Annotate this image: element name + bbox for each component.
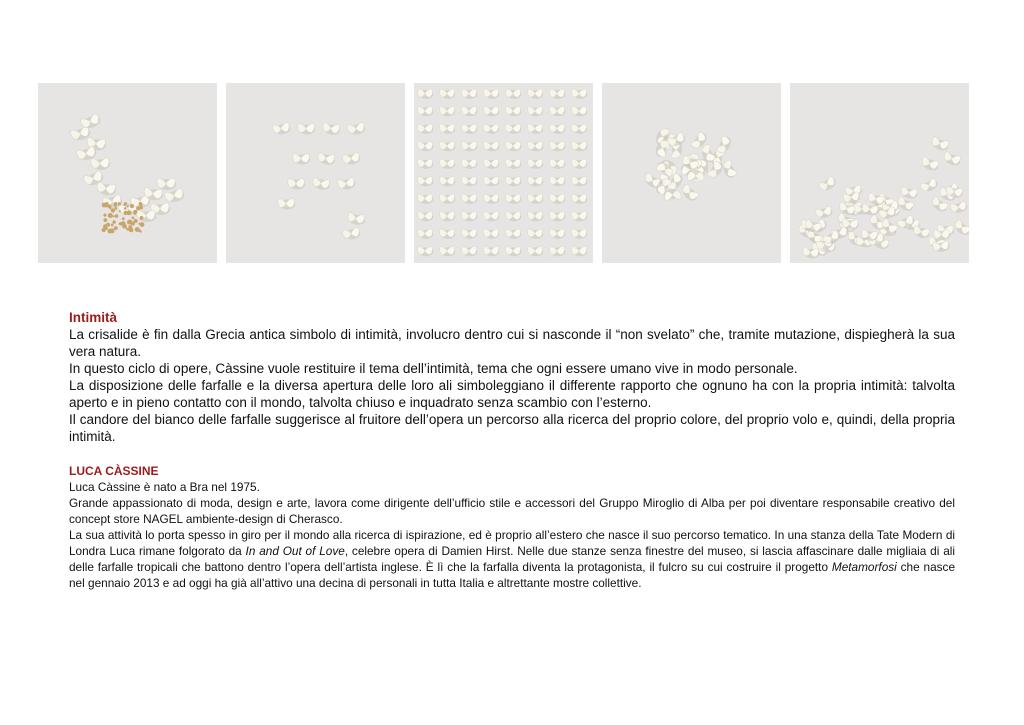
butterfly-shape [933,230,950,241]
photo-butterflies-rows [226,83,405,263]
bio-text: La sua attività lo porta spesso in giro per il mondo alla ricerca di ispirazione, ed è proprio all’estero che nasce il suo percorso tematico. In una stanza della Tate Modern di Londra Luca rimane folgorato da [69,528,955,558]
butterfly-shape [293,154,311,165]
butterfly-shape [550,194,566,204]
butterfly-shape [550,89,566,99]
crumb-shape [111,223,114,226]
bio-paragraph [69,527,955,591]
butterflies-rows-image [226,83,405,263]
butterfly-shape [920,156,940,172]
crumb-shape [114,204,117,207]
butterfly-shape [418,124,434,134]
bio-text: che nasce nel gennaio 2013 e ad oggi ha già all’attivo una decina di personali in tutta Italia e altrettante mostre collettive. [69,560,956,590]
butterfly-shape [347,212,366,226]
butterfly-shape [91,158,111,171]
butterfly-shape [418,89,434,99]
crumb-shape [138,229,141,232]
bio-text: , celebre opera di Damien Hirst. Nelle due stanze senza finestre del museo, si lascia affascinare dalle migliaia di ali delle farfalle tropicali che battono dentro l’opera dell’artista inglese. È lì che la farfalla diventa la protagonista, il fulcro su cui costruire il progetto [69,544,955,574]
butterfly-shape [528,142,544,152]
crumb-shape [127,205,129,207]
crumb-shape [140,206,143,209]
butterfly-shape [288,179,306,190]
butterfly-shape [528,194,544,204]
butterfly-shape [462,177,478,187]
butterfly-shape [550,177,566,187]
photo-gallery [38,83,964,263]
butterfly-shape [462,89,478,99]
crumb-shape [108,224,110,226]
crumb-shape [130,204,134,208]
butterflies-branch-image [38,83,217,263]
photo-butterflies-cluster [602,83,781,263]
paragraph: La crisalide è fin dalla Grecia antica simbolo di intimità, involucro dentro cui si nasconde il “non svelato” che, tramite mutazione, dispiegherà la sua vera natura. [69,327,955,359]
butterfly-shape [484,229,500,239]
butterfly-shape [418,107,434,117]
butterfly-shape [484,159,500,169]
butterfly-shape [506,212,522,222]
butterfly-shape [572,89,588,99]
butterfly-shape [506,194,522,204]
butterfly-shape [716,135,733,155]
butterfly-shape [550,159,566,169]
crumb-shape [127,211,131,215]
butterfly-shape [440,212,456,222]
butterfly-shape [278,199,296,210]
butterfly-shape [440,89,456,99]
crumb-shape [121,221,126,226]
text-body [69,309,955,591]
section-title-artist: LUCA CÀSSINE [69,464,159,478]
butterfly-shape [720,159,737,180]
butterfly-shape [572,142,588,152]
crumb-shape [108,213,113,218]
butterfly-shape [528,159,544,169]
butterfly-shape [462,247,478,257]
butterfly-shape [440,124,456,134]
crumb-shape [115,214,119,218]
butterfly-shape [550,212,566,222]
crumb-shape [140,216,144,220]
butterfly-shape [418,247,434,257]
butterfly-shape [912,225,931,239]
butterfly-shape [506,159,522,169]
butterfly-shape [440,229,456,239]
butterfly-shape [528,89,544,99]
crumb-shape [111,208,115,212]
butterfly-shape [506,229,522,239]
butterfly-shape [952,219,969,237]
butterfly-shape [484,89,500,99]
butterfly-shape [440,142,456,152]
crumb-shape [110,229,115,234]
butterfly-shape [932,241,950,253]
butterfly-shape [418,194,434,204]
crumb-shape [112,220,115,223]
butterfly-shape [440,247,456,257]
butterfly-shape [462,212,478,222]
crumb-shape [133,210,137,214]
butterfly-shape [550,247,566,257]
butterfly-shape [528,124,544,134]
butterfly-shape [312,177,331,191]
butterfly-shape [550,229,566,239]
crumb-shape [109,207,111,209]
butterfly-shape [462,159,478,169]
butterfly-shape [440,159,456,169]
butterfly-shape [322,122,341,136]
butterfly-shape [317,152,336,166]
crumb-shape [105,202,109,206]
crumb-shape [122,217,125,220]
butterfly-shape [815,206,834,220]
butterfly-shape [572,159,588,169]
photo-butterflies-swarm [790,83,969,263]
crumb-shape [103,214,106,217]
butterfly-shape [484,194,500,204]
butterfly-shape [572,124,588,134]
crumb-shape [124,207,127,210]
crumb-shape [123,203,126,206]
butterfly-shape [440,194,456,204]
butterfly-shape [462,124,478,134]
butterfly-shape [572,247,588,257]
butterfly-shape [550,107,566,117]
photo-butterflies-grid [414,83,593,263]
butterfly-shape [920,178,939,194]
butterfly-shape [347,122,366,136]
butterfly-shape [342,227,361,241]
butterfly-shape [484,107,500,117]
bio-paragraph: Grande appassionato di moda, design e arte, lavora come dirigente dell’ufficio stile e accessori del Gruppo Miroglio di Alba per poi diventare responsabile creativo del concept store NAGEL ambiente-design di Cherasco. [69,496,955,526]
butterfly-shape [484,212,500,222]
butterfly-shape [550,142,566,152]
crumb-shape [118,202,121,205]
butterfly-shape [418,212,434,222]
butterfly-shape [440,177,456,187]
butterfly-shape [484,124,500,134]
butterfly-shape [506,107,522,117]
butterfly-shape [572,177,588,187]
butterfly-shape [528,107,544,117]
butterfly-shape [298,124,316,135]
butterfly-shape [272,122,291,136]
butterfly-shape [342,152,361,166]
butterfly-shape [418,142,434,152]
bio-paragraph: Luca Càssine è nato a Bra nel 1975. [69,480,260,494]
butterfly-shape [506,177,522,187]
section-title-intimita: Intimità [69,310,118,325]
butterfly-shape [930,136,950,152]
butterfly-shape [484,177,500,187]
paragraph: Il candore del bianco delle farfalle suggerisce al fruitore dell’opera un percorso alla ricerca del proprio colore, del proprio volo e, quindi, della propria intimità. [69,412,955,444]
butterfly-shape [440,107,456,117]
butterfly-shape [484,142,500,152]
butterfly-shape [818,176,838,194]
crumb-shape [114,207,117,210]
butterfly-shape [164,188,186,205]
butterfly-shape [528,212,544,222]
paragraph: In questo ciclo di opere, Càssine vuole restituire il tema dell’intimità, tema che ogni essere umano vive in modo personale. [69,361,798,376]
artwork-title: In and Out of Love [245,544,345,558]
butterfly-shape [528,247,544,257]
butterfly-shape [942,151,962,167]
butterfly-shape [506,247,522,257]
crumb-shape [103,218,107,222]
butterfly-shape [550,124,566,134]
butterfly-shape [572,107,588,117]
butterfly-shape [802,247,820,259]
crumb-shape [103,224,107,228]
butterfly-shape [157,178,177,190]
butterfly-shape [572,212,588,222]
butterflies-swarm-image [790,83,969,263]
butterfly-shape [506,124,522,134]
butterflies-grid-image [414,83,593,263]
butterfly-shape [96,182,117,197]
butterfly-shape [950,201,968,214]
crumb-shape [129,228,133,232]
project-title: Metamorfosi [831,560,897,574]
butterfly-shape [462,142,478,152]
butterfly-shape [462,107,478,117]
butterfly-shape [462,194,478,204]
crumb-shape [132,217,135,220]
butterfly-shape [528,229,544,239]
butterfly-shape [418,159,434,169]
butterfly-shape [462,229,478,239]
butterfly-shape [484,247,500,257]
crumb-shape [114,226,118,230]
butterfly-shape [506,142,522,152]
paragraph: La disposizione delle farfalle e la diversa apertura delle loro ali simboleggiano il differente rapporto che ognuno ha con la propria intimità: talvolta aperto e in pieno contatto con il mondo, talvolta chiuso e inquadrato senza scambio con l’esterno. [69,378,955,410]
butterfly-shape [418,229,434,239]
butterfly-shape [572,229,588,239]
butterfly-shape [506,89,522,99]
crumb-shape [126,228,128,230]
crumb-shape [127,220,132,225]
butterfly-shape [528,177,544,187]
butterfly-shape [337,177,356,191]
crumb-shape [141,223,144,226]
butterflies-cluster-image [602,83,781,263]
crumb-shape [119,210,121,212]
butterfly-shape [680,183,700,203]
photo-butterflies-branch [38,83,217,263]
butterfly-shape [707,160,725,181]
butterfly-shape [572,194,588,204]
crumb-shape [139,202,143,206]
butterfly-shape [137,210,157,223]
butterfly-shape [418,177,434,187]
